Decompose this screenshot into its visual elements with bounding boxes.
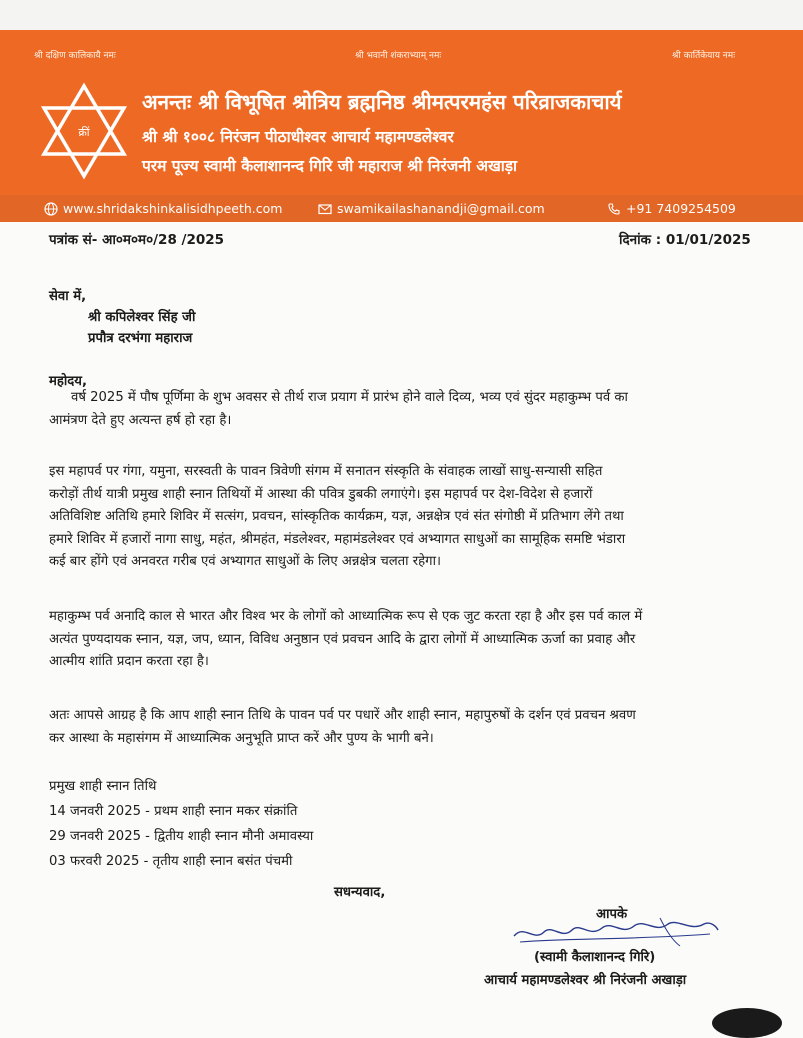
envelope-icon xyxy=(318,202,332,216)
paragraph-2 xyxy=(49,461,769,574)
closing: आपके xyxy=(596,907,628,922)
schedule-item: 14 जनवरी 2025 - प्रथम शाही स्नान मकर संक्रांति xyxy=(49,804,298,819)
dark-overlay-shape xyxy=(712,1008,782,1038)
phone-icon xyxy=(607,202,621,216)
paragraph-line: आमंत्रण देते हुए अत्यन्त हर्ष हो रहा है। xyxy=(49,412,232,428)
paragraph-line: करोड़ों तीर्थ यात्री प्रमुख शाही स्नान तिथियों में आस्था की पवित्र डुबकी लगाएंगे। इस महापर्व पर देश-विदेश से हजारों xyxy=(49,486,593,502)
invocation-center: श्री भवानी शंकराभ्याम् नमः xyxy=(355,51,442,61)
paragraph-3 xyxy=(49,606,769,674)
website-contact[interactable] xyxy=(44,201,282,216)
header-line-3: परम पूज्य स्वामी कैलाशानन्द गिरि जी महाराज श्री निरंजनी अखाड़ा xyxy=(142,157,518,175)
recipient-name: श्री कपिलेश्वर सिंह जी xyxy=(88,310,196,325)
star-emblem-icon xyxy=(40,82,128,180)
thanks: सधन्यवाद, xyxy=(334,885,386,900)
paragraph-1 xyxy=(49,387,769,432)
paragraph-line: अत्यंत पुण्यदायक स्नान, यज्ञ, जप, ध्यान, विविध अनुष्ठान एवं प्रवचन आदि के द्वारा लोगों में आध्यात्मिक ऊर्जा का प्रवाह और xyxy=(49,631,636,647)
emblem-text: क्रीं xyxy=(78,126,90,139)
phone-contact[interactable] xyxy=(607,201,736,216)
contact-bar xyxy=(0,195,803,222)
invocation-left: श्री दक्षिण कालिकायै नमः xyxy=(34,51,116,61)
schedule-item: 03 फरवरी 2025 - तृतीय शाही स्नान बसंत पंचमी xyxy=(49,854,293,869)
signer-title: आचार्य महामण्डलेश्वर श्री निरंजनी अखाड़ा xyxy=(484,973,687,988)
reference-number: पत्रांक सं- आ०म०म०/28 /2025 xyxy=(49,232,225,248)
website-text[interactable]: www.shridakshinkalisidhpeeth.com xyxy=(63,201,283,216)
salutation: महोदय, xyxy=(49,374,87,389)
email-contact[interactable] xyxy=(318,201,545,216)
paragraph-line: कर आस्था के महासंगम में आध्यात्मिक अनुभूति प्राप्त करें और पुण्य के भागी बने। xyxy=(49,730,434,746)
header-line-1: अनन्तः श्री विभूषित श्रोत्रिय ब्रह्मनिष्ठ श्रीमत्परमहंस परिव्राजकाचार्य xyxy=(142,90,622,114)
paragraph-line: महाकुम्भ पर्व अनादि काल से भारत और विश्व भर के लोगों को आध्यात्मिक रूप से एक जुट करता रहा है और इस पर्व काल में xyxy=(49,609,643,624)
top-strip xyxy=(0,0,803,30)
paragraph-line: इस महापर्व पर गंगा, यमुना, सरस्वती के पावन त्रिवेणी संगम में सनातन संस्कृति के संवाहक लाखों साधु-सन्यासी सहित xyxy=(49,464,603,479)
phone-text[interactable]: +91 7409254509 xyxy=(626,201,736,216)
letter-date: दिनांक : 01/01/2025 xyxy=(619,232,751,248)
schedule-heading: प्रमुख शाही स्नान तिथि xyxy=(49,779,157,794)
paragraph-line: अतः आपसे आग्रह है कि आप शाही स्नान तिथि के पावन पर्व पर पधारें और शाही स्नान, महापुरुषों के दर्शन एवं प्रवचन श्रवण xyxy=(49,708,636,723)
email-text[interactable]: swamikailashanandji@gmail.com xyxy=(337,201,545,216)
schedule-item: 29 जनवरी 2025 - द्वितीय शाही स्नान मौनी अमावस्या xyxy=(49,829,314,844)
letterhead-banner xyxy=(0,30,803,195)
invocation-right: श्री कार्तिकेयाय नमः xyxy=(672,51,736,61)
paragraph-4 xyxy=(49,705,769,750)
paragraph-line: वर्ष 2025 में पौष पूर्णिमा के शुभ अवसर से तीर्थ राज प्रयाग में प्रारंभ होने वाले दिव्य, भव्य एवं सुंदर महाकुम्भ पर्व का xyxy=(71,390,628,405)
paragraph-line: हमारे शिविर में हजारों नागा साधु, महंत, श्रीमहंत, मंडलेश्वर, महामंडलेश्वर एवं अभ्यागत साधुओं का सामूहिक समष्टि भंडारा xyxy=(49,531,626,547)
paragraph-line: कई बार होंगे एवं अनवरत गरीब एवं अभ्यागत साधुओं के लिए अन्नक्षेत्र चलता रहेगा। xyxy=(49,554,442,569)
recipient-title: प्रपौत्र दरभंगा महाराज xyxy=(88,331,193,346)
paragraph-line: अतिविशिष्ट अतिथि हमारे शिविर में सत्संग, प्रवचन, सांस्कृतिक कार्यक्रम, यज्ञ, अन्नक्षेत्र एवं संत संगोष्ठी में प्रतिभाग लेंगे तथा xyxy=(49,509,624,524)
header-line-2: श्री श्री १००८ निरंजन पीठाधीश्वर आचार्य महामण्डलेश्वर xyxy=(142,128,454,146)
to-label: सेवा में, xyxy=(49,289,87,304)
signer-name: (स्वामी कैलाशानन्द गिरि) xyxy=(534,950,656,965)
globe-icon xyxy=(44,202,58,216)
paragraph-line: आत्मीय शांति प्रदान करता रहा है। xyxy=(49,654,209,669)
signature-icon xyxy=(510,912,722,950)
